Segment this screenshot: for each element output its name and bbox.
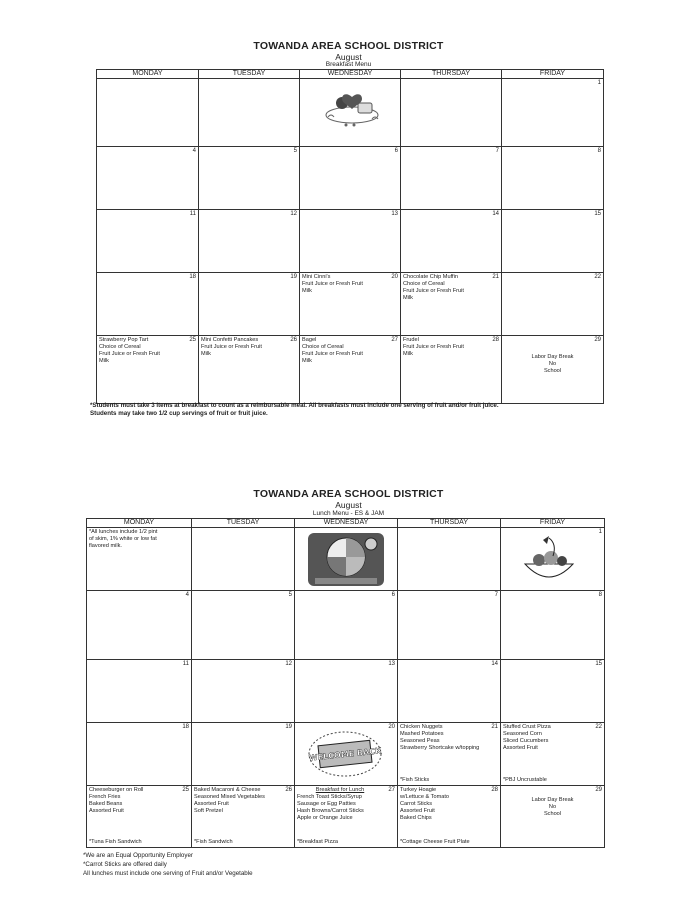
lunch-menu-name: Lunch Menu - ES & JAM: [312, 510, 385, 517]
day-number: 8: [598, 592, 602, 598]
day-header-monday: MONDAY: [97, 70, 199, 79]
lunch-month: August: [335, 500, 362, 510]
day-number: 4: [192, 148, 196, 154]
alternate-entree: *Cottage Cheese Fruit Plate: [400, 839, 470, 845]
day-cell: [300, 147, 401, 210]
day-number: 12: [290, 211, 297, 217]
day-cell: [87, 660, 192, 723]
day-cell: [398, 660, 501, 723]
day-number: 8: [597, 148, 601, 154]
day-number: 14: [491, 661, 498, 667]
day-cell: [300, 273, 401, 336]
day-cell: [398, 591, 501, 660]
day-number: 25: [182, 787, 189, 793]
day-number: 21: [492, 274, 499, 280]
day-cell: [401, 79, 502, 147]
day-cell: [502, 79, 604, 147]
day-cell: [199, 147, 300, 210]
day-header-tuesday: TUESDAY: [199, 70, 300, 79]
day-cell: [501, 723, 605, 786]
day-number: 14: [492, 211, 499, 217]
menu-items: Mini Cinni's Fruit Juice or Fresh Fruit Milk: [302, 274, 363, 294]
day-cell: [300, 336, 401, 404]
breakfast-clipart: [316, 89, 388, 129]
lunch-note-3: All lunches must include one serving of Fruit and/or Vegetable: [83, 870, 253, 877]
day-number: 18: [182, 724, 189, 730]
day-number: 11: [189, 211, 196, 217]
day-number: 20: [388, 724, 395, 730]
day-cell: [87, 786, 192, 848]
day-cell: [87, 591, 192, 660]
day-number: 19: [290, 274, 297, 280]
day-cell: [97, 336, 199, 404]
day-number: 13: [388, 661, 395, 667]
breakfast-calendar: [96, 69, 604, 404]
day-cell: [502, 336, 604, 404]
alternate-entree: *Fish Sandwich: [194, 839, 233, 845]
day-cell: [192, 723, 295, 786]
day-cell: [401, 273, 502, 336]
day-header-wednesday: WEDNESDAY: [300, 70, 401, 79]
menu-items: Mini Confetti Pancakes Fruit Juice or Fresh Fruit Milk: [201, 337, 262, 357]
menu-items: Turkey Hoagie w/Lettuce & Tomato Carrot Sticks Assorted Fruit Baked Chips: [400, 787, 450, 821]
day-cell: [501, 660, 605, 723]
lunch-title: TOWANDA AREA SCHOOL DISTRICT: [253, 488, 444, 500]
day-header-tuesday: TUESDAY: [192, 519, 295, 528]
day-number: 22: [595, 724, 602, 730]
menu-items: Cheeseburger on Roll French Fries Baked Beans Assorted Fruit: [89, 787, 144, 814]
day-number: 22: [594, 274, 601, 280]
day-number: 6: [394, 148, 398, 154]
day-cell: [192, 591, 295, 660]
day-header-wednesday: WEDNESDAY: [295, 519, 398, 528]
day-cell: [295, 660, 398, 723]
day-cell: [502, 273, 604, 336]
day-cell: [87, 723, 192, 786]
lunch-note-1: *We are an Equal Opportunity Employer: [83, 852, 193, 859]
day-number: 1: [598, 529, 602, 535]
alternate-entree: *Breakfast Pizza: [297, 839, 339, 845]
day-number: 28: [492, 337, 499, 343]
day-cell: [192, 660, 295, 723]
day-cell: [97, 147, 199, 210]
day-cell: [97, 79, 199, 147]
day-header-friday: FRIDAY: [502, 70, 604, 79]
myplate-clipart: [307, 532, 385, 587]
menu-items: Bagel Choice of Cereal Fruit Juice or Fresh Fruit Milk: [302, 337, 363, 364]
day-number: 11: [182, 661, 189, 667]
day-cell: [97, 210, 199, 273]
day-cell: [97, 273, 199, 336]
menu-items: French Toast Sticks/Syrup Sausage or Egg Patties Hash Browns/Carrot Sticks Apple or Orange Juice: [297, 794, 364, 821]
day-cell: [199, 79, 300, 147]
day-cell: [398, 786, 501, 848]
alternate-entree: *Tuna Fish Sandwich: [89, 839, 142, 845]
welcome-back-clipart: [305, 727, 385, 781]
day-number: 13: [391, 211, 398, 217]
day-number: 21: [491, 724, 498, 730]
day-cell: [501, 591, 605, 660]
day-header-friday: FRIDAY: [501, 519, 605, 528]
fruit-bowl-clipart: [519, 534, 579, 588]
day-number: 27: [388, 787, 395, 793]
breakfast-note-1: *Students must take 3 items at breakfast to count as a reimbursable meal. All breakfasts must include one serving of fruit and/or fruit juice.: [90, 402, 499, 409]
day-number: 6: [391, 592, 395, 598]
day-number: 26: [290, 337, 297, 343]
alternate-entree: *PBJ Uncrustable: [503, 777, 547, 783]
day-header-thursday: THURSDAY: [401, 70, 502, 79]
day-cell: [401, 210, 502, 273]
day-cell: [199, 336, 300, 404]
breakfast-note-2: Students may take two 1/2 cup servings of fruit or fruit juice.: [90, 410, 268, 417]
day-cell: [401, 147, 502, 210]
day-cell: [87, 528, 192, 591]
menu-items: Chicken Nuggets Mashed Potatoes Seasoned Peas Strawberry Shortcake w/topping: [400, 724, 480, 751]
day-number: 26: [285, 787, 292, 793]
day-cell: [295, 591, 398, 660]
day-cell: [501, 786, 605, 848]
menu-items: Labor Day Break No School: [531, 797, 574, 817]
lunch-calendar: [86, 518, 605, 848]
day-number: 29: [594, 337, 601, 343]
day-cell: [398, 528, 501, 591]
day-number: 5: [293, 148, 297, 154]
day-header-monday: MONDAY: [87, 519, 192, 528]
day-number: 18: [189, 274, 196, 280]
day-number: 28: [491, 787, 498, 793]
menu-items: Baked Macaroni & Cheese Seasoned Mixed Vegetables Assorted Fruit Soft Pretzel: [194, 787, 265, 814]
day-number: 20: [391, 274, 398, 280]
day-cell: [502, 147, 604, 210]
day-cell: [192, 528, 295, 591]
day-cell: [300, 210, 401, 273]
day-number: 15: [595, 661, 602, 667]
menu-items: Chocolate Chip Muffin Choice of Cereal Fruit Juice or Fresh Fruit Milk: [403, 274, 464, 301]
day-cell: [295, 786, 398, 848]
day-cell: [295, 528, 398, 591]
day-number: 7: [494, 592, 498, 598]
day-number: 29: [595, 787, 602, 793]
day-number: 15: [594, 211, 601, 217]
day-cell: [192, 786, 295, 848]
menu-items: Stuffed Crust Pizza Seasoned Corn Sliced Cucumbers Assorted Fruit: [503, 724, 551, 751]
day-number: 7: [495, 148, 499, 154]
day-cell: [401, 336, 502, 404]
menu-items: Labor Day Break No School: [531, 354, 574, 374]
day-number: 25: [189, 337, 196, 343]
milk-note: *All lunches include 1/2 pint of skim, 1% white or low fat flavored milk.: [89, 529, 158, 549]
breakfast-title: TOWANDA AREA SCHOOL DISTRICT: [253, 40, 444, 52]
breakfast-month: August: [335, 52, 362, 62]
day-cell: [501, 528, 605, 591]
breakfast-for-lunch-heading: Breakfast for Lunch: [315, 787, 365, 793]
menu-items: Frudel Fruit Juice or Fresh Fruit Milk: [403, 337, 464, 357]
day-number: 5: [288, 592, 292, 598]
day-cell: [199, 210, 300, 273]
day-number: 19: [285, 724, 292, 730]
day-cell: [502, 210, 604, 273]
day-number: 1: [597, 80, 601, 86]
day-number: 4: [185, 592, 189, 598]
day-cell: [398, 723, 501, 786]
day-cell: [300, 79, 401, 147]
day-cell: [199, 273, 300, 336]
lunch-note-2: *Carrot Sticks are offered daily: [83, 861, 167, 868]
menu-items: Strawberry Pop Tart Choice of Cereal Fruit Juice or Fresh Fruit Milk: [99, 337, 160, 364]
day-number: 27: [391, 337, 398, 343]
alternate-entree: *Fish Sticks: [400, 777, 430, 783]
day-cell: [295, 723, 398, 786]
welcome-back-text: WELCOME BACK: [308, 746, 382, 763]
breakfast-menu-name: Breakfast Menu: [325, 61, 372, 68]
day-number: 12: [285, 661, 292, 667]
day-header-thursday: THURSDAY: [398, 519, 501, 528]
